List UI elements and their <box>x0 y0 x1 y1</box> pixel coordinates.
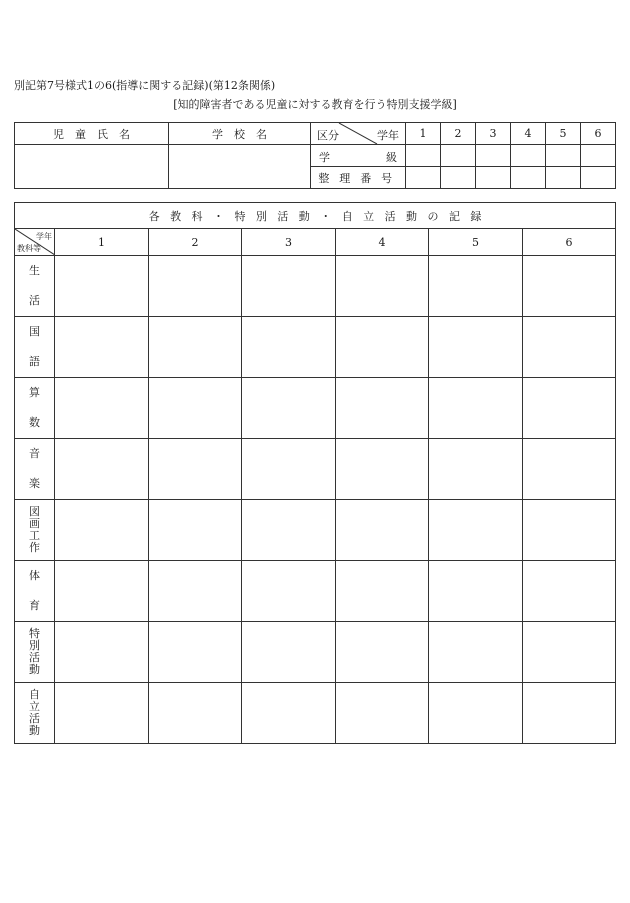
student-header-table <box>14 122 616 189</box>
subject-row-sansu <box>15 378 616 439</box>
record-title: 各教科・特別活動・自立活動の記録 <box>15 203 616 229</box>
student-name-label: 児童氏名 <box>15 123 169 145</box>
subject-label: 図 画 工 作 <box>15 500 55 561</box>
grade-header-4: 4 <box>336 229 429 256</box>
class-field[interactable] <box>476 145 511 167</box>
record-cell[interactable] <box>523 500 616 561</box>
record-cell[interactable] <box>523 439 616 500</box>
record-cell[interactable] <box>523 622 616 683</box>
record-cell[interactable] <box>523 317 616 378</box>
subject-row-taiiku <box>15 561 616 622</box>
number-field[interactable] <box>406 167 441 189</box>
form-title: 別記第7号様式1の6(指導に関する記録)(第12条関係) <box>14 79 276 92</box>
subject-label: 算 数 <box>15 378 55 439</box>
record-cell[interactable] <box>55 500 149 561</box>
subject-label: 特 別 活 動 <box>15 622 55 683</box>
record-cell[interactable] <box>336 683 429 744</box>
record-cell[interactable] <box>149 256 242 317</box>
record-cell[interactable] <box>149 439 242 500</box>
record-cell[interactable] <box>55 317 149 378</box>
school-name-label: 学校名 <box>169 123 311 145</box>
subject-label: 国 語 <box>15 317 55 378</box>
subject-row-seikatsu <box>15 256 616 317</box>
gakkyu-label-cell: 学 級 <box>311 145 406 167</box>
seiri-bango-label: 整理番号 <box>311 167 406 189</box>
record-cell[interactable] <box>429 500 523 561</box>
record-cell[interactable] <box>242 439 336 500</box>
record-cell[interactable] <box>336 439 429 500</box>
record-cell[interactable] <box>336 317 429 378</box>
record-cell[interactable] <box>429 683 523 744</box>
record-cell[interactable] <box>429 378 523 439</box>
header-grade-3: 3 <box>476 123 511 145</box>
header-grade-6: 6 <box>581 123 616 145</box>
record-cell[interactable] <box>55 439 149 500</box>
record-cell[interactable] <box>336 622 429 683</box>
school-name-field[interactable] <box>169 145 311 189</box>
class-field[interactable] <box>511 145 546 167</box>
class-field[interactable] <box>406 145 441 167</box>
subject-label: 生 活 <box>15 256 55 317</box>
record-cell[interactable] <box>149 683 242 744</box>
record-cell[interactable] <box>55 561 149 622</box>
record-cell[interactable] <box>149 622 242 683</box>
record-cell[interactable] <box>149 317 242 378</box>
record-cell[interactable] <box>429 561 523 622</box>
record-cell[interactable] <box>242 378 336 439</box>
kubun-label: 区分 <box>317 129 339 142</box>
header-grade-4: 4 <box>511 123 546 145</box>
number-field[interactable] <box>546 167 581 189</box>
subject-record-table <box>14 202 616 744</box>
subject-row-ongaku <box>15 439 616 500</box>
header-grade-2: 2 <box>441 123 476 145</box>
record-cell[interactable] <box>149 561 242 622</box>
student-name-field[interactable] <box>15 145 169 189</box>
grade-header-1: 1 <box>55 229 149 256</box>
grade-header-3: 3 <box>242 229 336 256</box>
record-cell[interactable] <box>336 256 429 317</box>
record-cell[interactable] <box>523 683 616 744</box>
record-cell[interactable] <box>336 378 429 439</box>
grade-header-6: 6 <box>523 229 616 256</box>
header-grade-5: 5 <box>546 123 581 145</box>
record-cell[interactable] <box>429 256 523 317</box>
record-cell[interactable] <box>242 256 336 317</box>
record-cell[interactable] <box>55 622 149 683</box>
subject-label: 体 育 <box>15 561 55 622</box>
corner-grade-label: 学年 <box>36 232 52 241</box>
record-cell[interactable] <box>336 500 429 561</box>
class-field[interactable] <box>546 145 581 167</box>
record-cell[interactable] <box>242 622 336 683</box>
grade-header-2: 2 <box>149 229 242 256</box>
record-cell[interactable] <box>149 500 242 561</box>
class-field[interactable] <box>441 145 476 167</box>
record-cell[interactable] <box>55 378 149 439</box>
record-cell[interactable] <box>336 561 429 622</box>
subject-label: 音 楽 <box>15 439 55 500</box>
number-field[interactable] <box>581 167 616 189</box>
subject-row-zuga-kousaku <box>15 500 616 561</box>
class-field[interactable] <box>581 145 616 167</box>
subject-row-kokugo <box>15 317 616 378</box>
record-cell[interactable] <box>429 622 523 683</box>
record-cell[interactable] <box>523 561 616 622</box>
corner-subject-label: 教科等 <box>17 244 41 253</box>
record-cell[interactable] <box>429 317 523 378</box>
record-cell[interactable] <box>242 500 336 561</box>
number-field[interactable] <box>511 167 546 189</box>
header-grade-1: 1 <box>406 123 441 145</box>
subject-row-jiritsu-katsudo <box>15 683 616 744</box>
number-field[interactable] <box>441 167 476 189</box>
subject-label: 自 立 活 動 <box>15 683 55 744</box>
gakunen-label: 学年 <box>377 129 399 142</box>
record-cell[interactable] <box>149 378 242 439</box>
record-cell[interactable] <box>55 256 149 317</box>
record-cell[interactable] <box>523 256 616 317</box>
corner-cell <box>15 229 55 256</box>
form-subtitle: [知的障害者である児童に対する教育を行う特別支援学級] <box>173 98 457 111</box>
record-cell[interactable] <box>55 683 149 744</box>
kubun-gakunen-cell <box>311 123 406 145</box>
number-field[interactable] <box>476 167 511 189</box>
record-cell[interactable] <box>523 378 616 439</box>
record-cell[interactable] <box>242 683 336 744</box>
record-cell[interactable] <box>429 439 523 500</box>
record-cell[interactable] <box>242 317 336 378</box>
grade-header-5: 5 <box>429 229 523 256</box>
subject-row-tokubetsu-katsudo <box>15 622 616 683</box>
record-cell[interactable] <box>242 561 336 622</box>
